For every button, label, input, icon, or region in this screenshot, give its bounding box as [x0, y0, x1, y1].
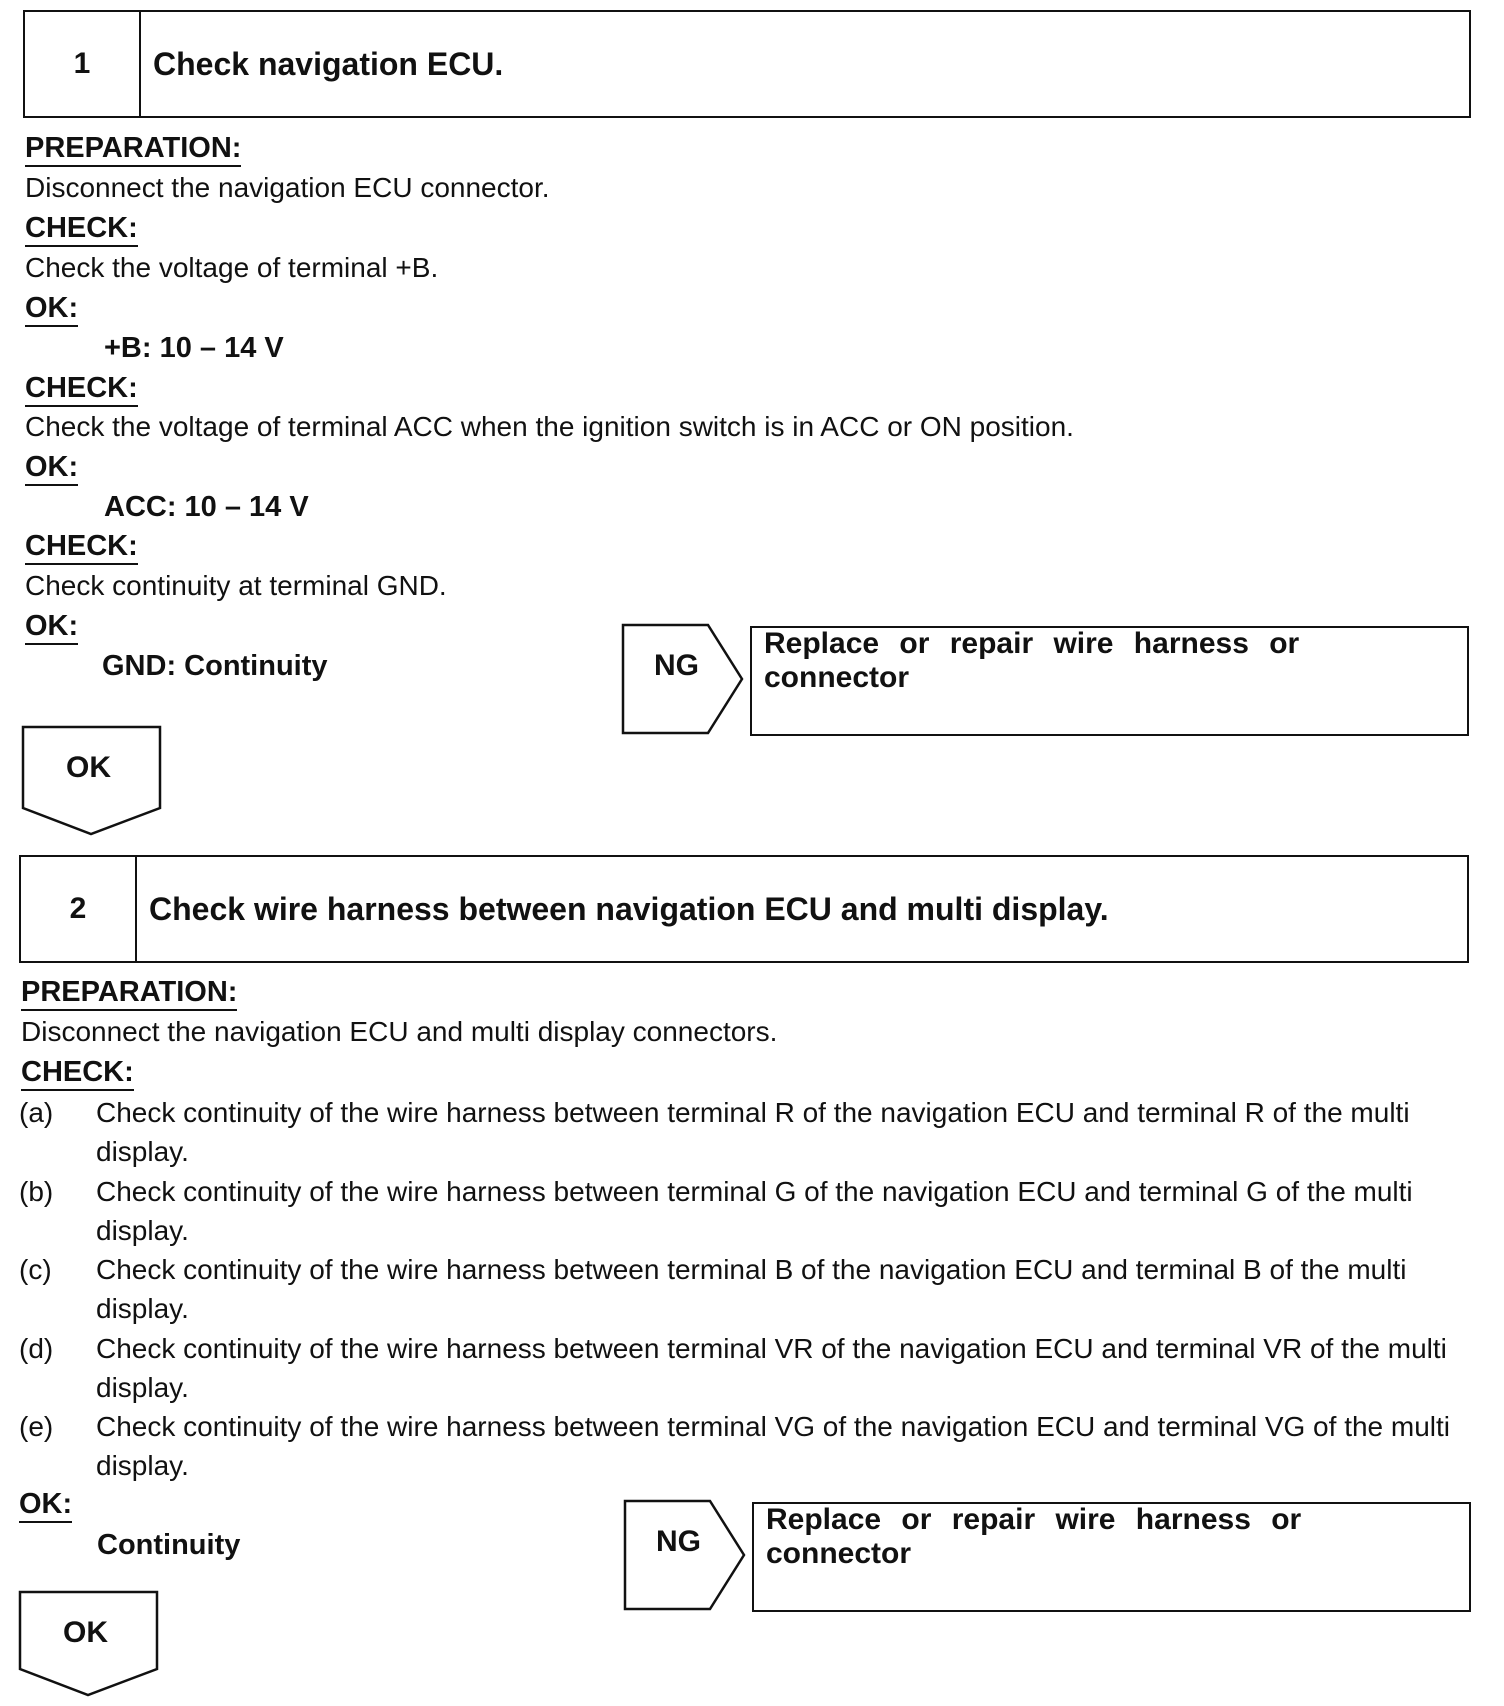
step2-ok-value: Continuity — [97, 1529, 241, 1561]
item-letter: (b) — [19, 1176, 54, 1207]
item-text: Check continuity of the wire harness between terminal VR of the navigation ECU and terminal VR of the multi display. — [96, 1333, 1447, 1403]
item-text: Check continuity of the wire harness between terminal R of the navigation ECU and terminal R of the multi display. — [96, 1097, 1410, 1167]
item-letter: (a) — [19, 1097, 54, 1128]
step1-title: Check navigation ECU. — [153, 45, 504, 82]
step1-check2-text: Check the voltage of terminal ACC when the ignition switch is in ACC or ON position. — [25, 411, 1074, 442]
step2-preparation-text: Disconnect the navigation ECU and multi display connectors. — [21, 1016, 778, 1047]
step1-ok3-value: GND: Continuity — [102, 650, 328, 682]
step1-ok1-label: OK: — [25, 290, 78, 326]
step1-ok-flow-label: OK — [66, 751, 111, 784]
step1-ng-label: NG — [654, 649, 699, 682]
step2-ok-flow-label: OK — [63, 1616, 108, 1649]
step1-check3-label: CHECK: — [25, 528, 138, 564]
step2-preparation-label: PREPARATION: — [21, 974, 237, 1010]
step1-preparation-label: PREPARATION: — [25, 130, 241, 166]
item-text: Check continuity of the wire harness between terminal B of the navigation ECU and terminal B of the multi display. — [96, 1254, 1407, 1324]
step1-check1-label: CHECK: — [25, 210, 138, 246]
step2-ng-label: NG — [656, 1525, 701, 1558]
step1-number: 1 — [25, 12, 141, 116]
step2-ok-label: OK: — [19, 1486, 72, 1522]
step2-ng-action-box — [752, 1502, 1471, 1612]
step1-ng-action-text: Replace or repair wire harness or connector — [764, 627, 1300, 694]
step2-header — [19, 855, 1469, 963]
step1-preparation-text: Disconnect the navigation ECU connector. — [25, 172, 550, 203]
step1-check2-label: CHECK: — [25, 370, 138, 406]
step1-ok2-value: ACC: 10 – 14 V — [104, 491, 309, 523]
step2-ng-action-text: Replace or repair wire harness or connector — [766, 1503, 1302, 1570]
step2-number: 2 — [21, 857, 137, 961]
item-letter: (d) — [19, 1333, 54, 1364]
step1-header — [23, 10, 1471, 118]
step1-ok3-label: OK: — [25, 608, 78, 644]
item-text: Check continuity of the wire harness between terminal G of the navigation ECU and terminal G of the multi display. — [96, 1176, 1413, 1246]
step1-ok2-label: OK: — [25, 449, 78, 485]
step2-check-label: CHECK: — [21, 1054, 134, 1090]
item-text: Check continuity of the wire harness between terminal VG of the navigation ECU and terminal VG of the multi display. — [96, 1411, 1451, 1481]
step1-ng-action-box — [750, 626, 1469, 736]
step1-check3-text: Check continuity at terminal GND. — [25, 570, 447, 601]
step1-check1-text: Check the voltage of terminal +B. — [25, 252, 439, 283]
step2-title: Check wire harness between navigation ECU and multi display. — [149, 890, 1109, 927]
step1-ok1-value: +B: 10 – 14 V — [104, 332, 284, 364]
item-letter: (c) — [19, 1254, 52, 1285]
item-letter: (e) — [19, 1411, 54, 1442]
